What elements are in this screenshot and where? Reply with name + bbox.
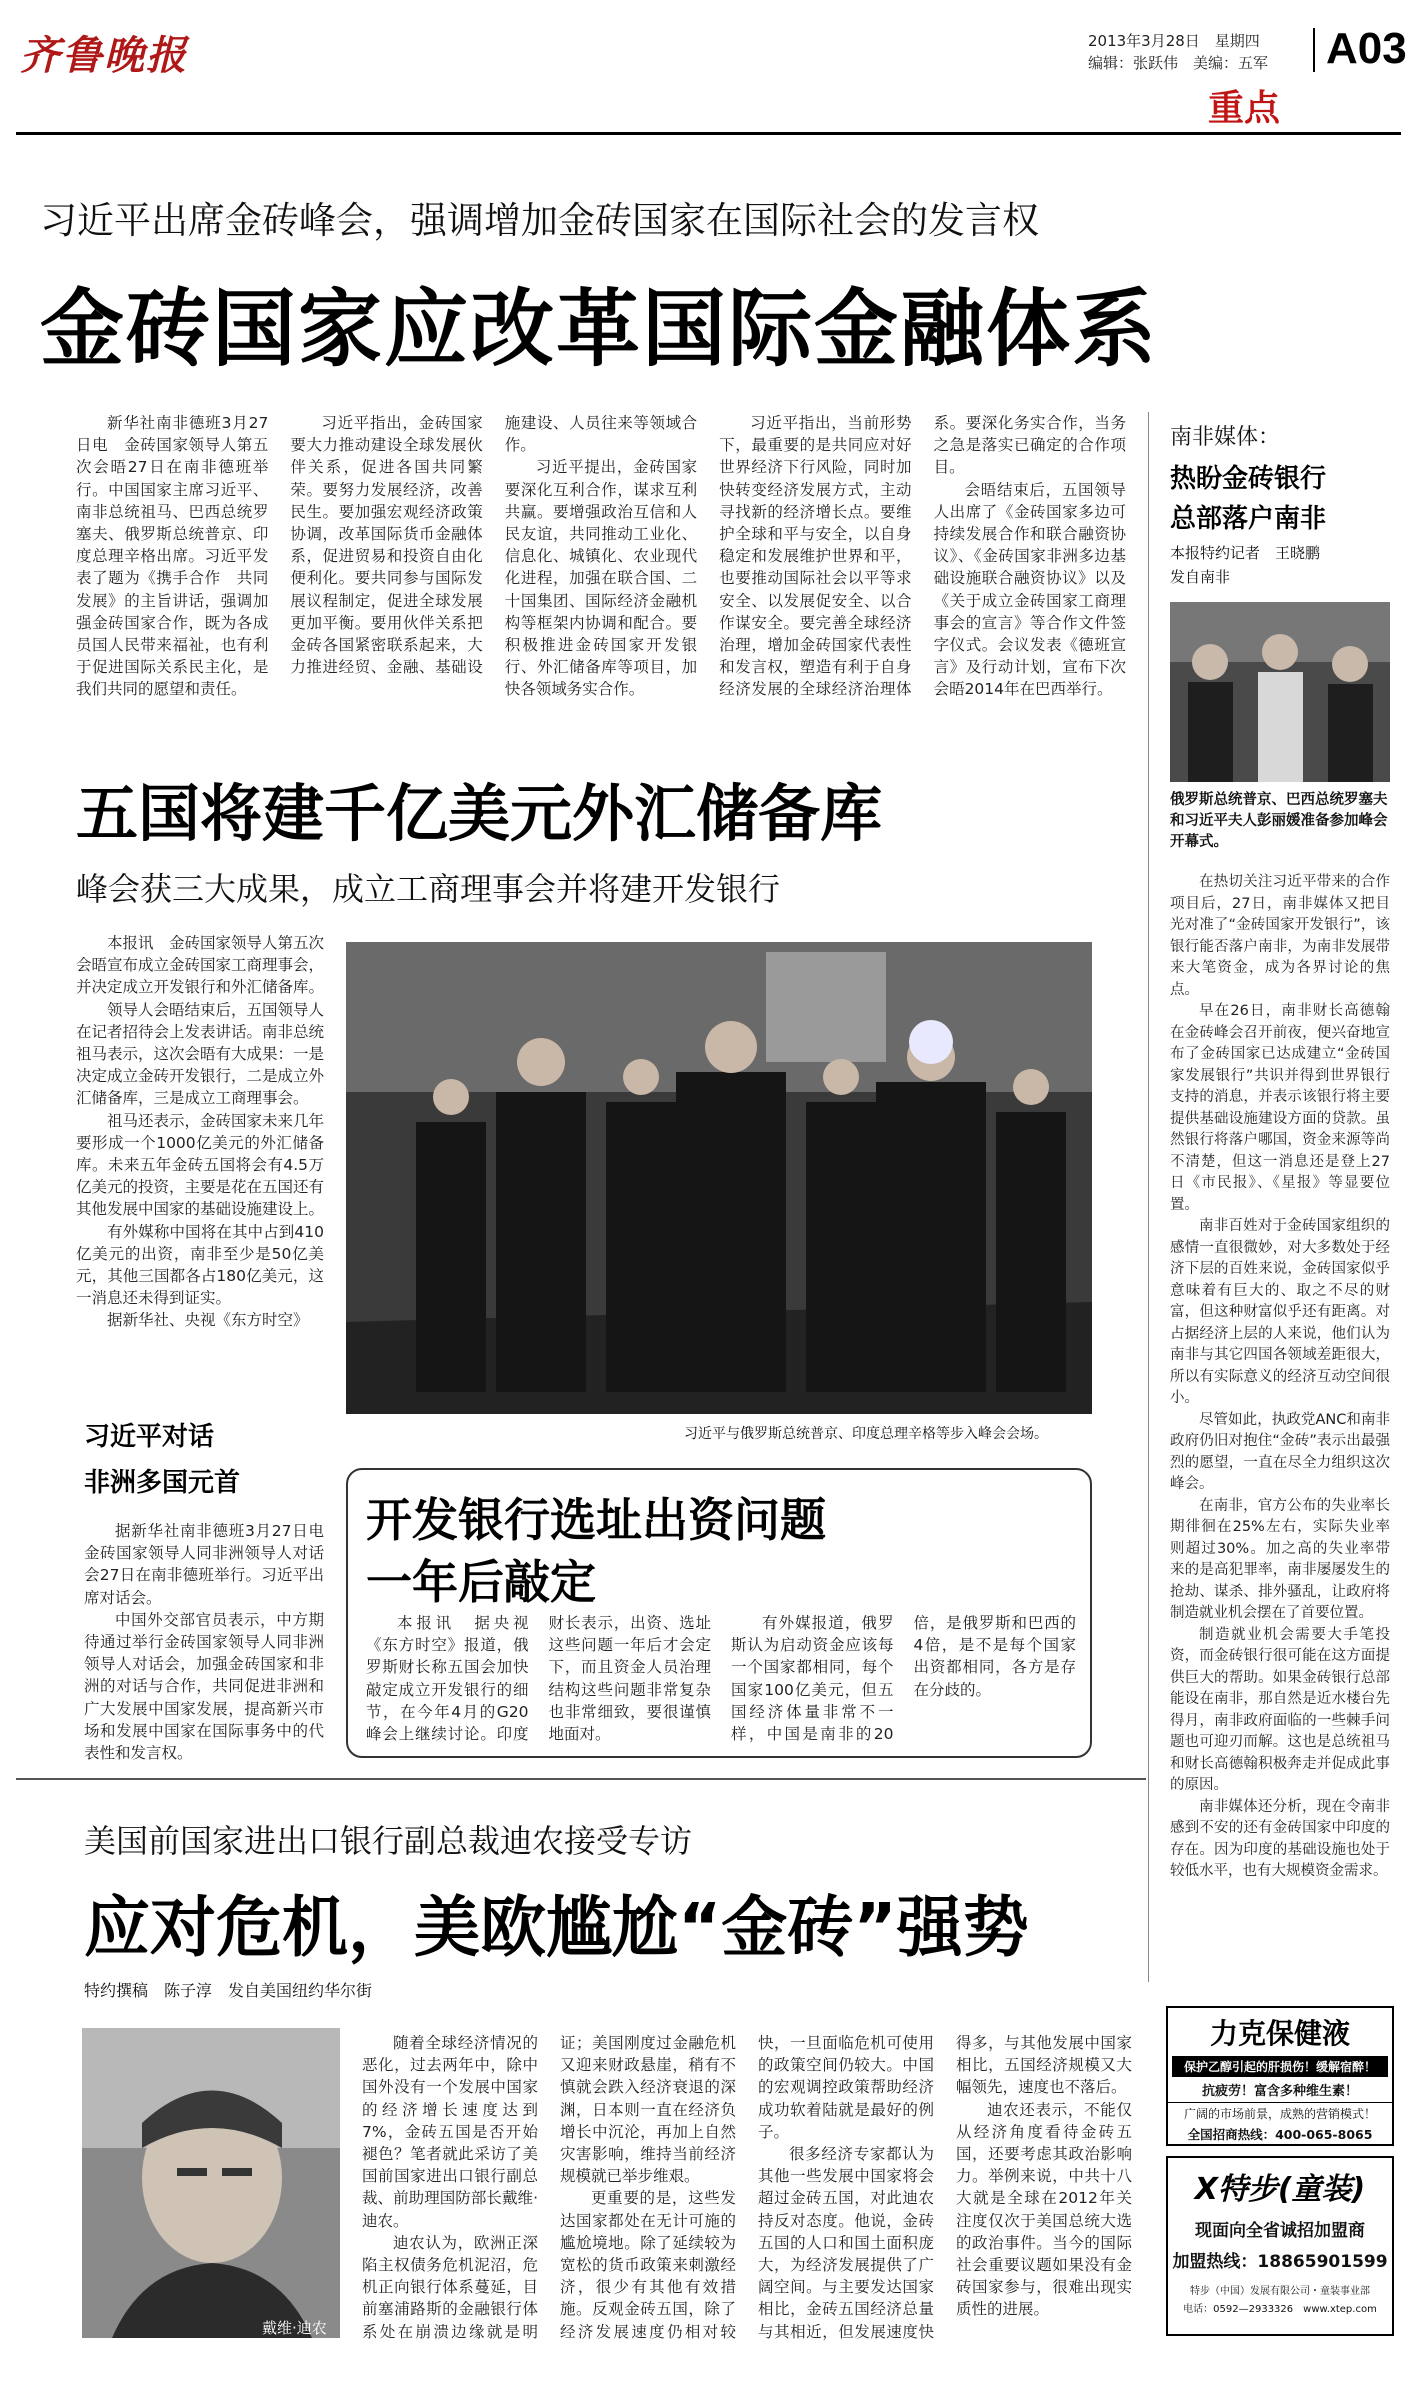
sidebar-byline-2: 发自南非 bbox=[1170, 568, 1231, 586]
sidebar-para-3: 南非百姓对于金砖国家组织的感情一直很微妙，对大多数处于经济下层的百姓来说，金砖国家似乎意味着有巨大的、取之不尽的财富，但这种财富似乎还有距离。对占据经济上层的人来说，他们认为南非与其它四国各领域差距很大，所以有实际意义的经济互动空间很小。 bbox=[1170, 1218, 1390, 1406]
story5-divider bbox=[16, 1778, 1146, 1780]
ad1-line4: 全国招商热线：400-065-8065 bbox=[1187, 2127, 1373, 2142]
story2-body bbox=[76, 932, 324, 1372]
lead-para-4: 习近平指出，当前形势下，最重要的是共同应对好世界经济下行风险，同时加快转变经济发展方式，主动寻找新的经济增长点。要维护全球和平与安全，以自身稳定和发展维护世界和平，也要推动国际社会以平等求安全、以发展促安全、以合作谋安全。要完善全球经济治理，增加金砖国家代表性和发言权，塑造有利于自身经济发展的全球经济治理体系。要深化务实合作，当务之急是落实已确定的合作项目。 bbox=[719, 414, 1126, 699]
portrait-image bbox=[82, 2028, 340, 2338]
sidebar-headline-1: 热盼金砖银行 bbox=[1170, 464, 1327, 494]
ad1-line1: 保护乙醇引起的肝损伤！缓解宿醉！ bbox=[1172, 2056, 1388, 2077]
masthead-divider bbox=[1313, 28, 1315, 72]
section-label: 重点 bbox=[1208, 88, 1281, 129]
sidebar-para-7: 南非媒体还分析，现在令南非感到不安的还有金砖国家中印度的存在。因为印度的基础设施也处于较低水平，也有大规模资金需求。 bbox=[1170, 1798, 1390, 1879]
ad-likebaojianye bbox=[1166, 2006, 1394, 2146]
ad2-line3: 特步（中国）发展有限公司・童装事业部 bbox=[1190, 2286, 1370, 2297]
story4-para-2: 有外媒报道，俄罗斯认为启动资金应该每一个国家都相同，每个国家100亿美元，但五国经济体量非常不一样，中国是南非的20倍，是俄罗斯和巴西的4倍，是不是每个国家出资都相同，各方是存在分歧的。 bbox=[731, 1614, 1076, 1744]
date-line: 2013年3月28日 星期四 bbox=[1088, 32, 1260, 50]
story2-para-4: 有外媒称中国将在其中占到410亿美元的出资，南非至少是50亿美元，其他三国都各占180亿美元，这一消息还未得到证实。 bbox=[76, 1222, 324, 1308]
sidebar-label: 南非媒体： bbox=[1170, 425, 1281, 450]
lead-body bbox=[76, 412, 1126, 712]
story5-headline: 应对危机，美欧尴尬“金砖”强势 bbox=[84, 1889, 1029, 1966]
story4-body bbox=[366, 1612, 1076, 1747]
sidebar-photo-caption: 俄罗斯总统普京、巴西总统罗塞夫和习近平夫人彭丽媛准备参加峰会开幕式。 bbox=[1170, 792, 1388, 850]
story4-headline-2: 一年后敲定 bbox=[366, 1555, 596, 1609]
story5-para-5: 迪农还表示，不能仅从经济角度看待金砖五国，还要考虑其政治影响力。举例来说，中共十八大就是全球在2012年关注度仅次于美国总统大选的政治事件。当今的国际社会重要议题如果没有金砖国家参与，很难出现实质性的进展。 bbox=[956, 2100, 1132, 2319]
page-number: A03 bbox=[1326, 24, 1407, 73]
story3-headline-2: 非洲多国元首 bbox=[84, 1468, 241, 1498]
leaders-meeting-image bbox=[1170, 602, 1390, 782]
story5-para-1: 随着全球经济情况的恶化，过去两年中，除中国外没有一个发展中国家的经济增长速度达到7%，金砖五国是否开始褪色？笔者就此采访了美国前国家进出口银行副总裁、前助理国防部长戴维·迪农。 bbox=[362, 2034, 538, 2230]
ad2-brand: X特步(童装) bbox=[1194, 2172, 1366, 2207]
ad-xtep bbox=[1166, 2156, 1394, 2336]
lead-headline: 金砖国家应改革国际金融体系 bbox=[40, 280, 1159, 378]
story5-byline: 特约撰稿 陈子淳 发自美国纽约华尔街 bbox=[84, 1981, 373, 2000]
dinong-caption: 戴维·迪农 bbox=[262, 2319, 327, 2337]
story5-para-2: 迪农认为，欧洲正深陷主权债务危机泥沼，危机正向银行体系蔓延，目前塞浦路斯的金融银行体系处在崩溃边缘就是明证；美国刚度过金融危机又迎来财政悬崖，稍有不慎就会跌入经济衰退的深渊，日本则一直在经济负增长中沉沦，再加上自然灾害影响，维持当前经济规模就已举步维艰。 bbox=[362, 2034, 736, 2341]
sidebar-para-5: 在南非，官方公布的失业率长期徘徊在25%左右，实际失业率则超过30%。加之高的失业率带来的是高犯罪率，南非屡屡发生的抢劫、谋杀、排外骚乱，让政府将制造就业机会摆在了首要位置。 bbox=[1170, 1497, 1390, 1621]
story5-kicker: 美国前国家进出口银行副总裁迪农接受专访 bbox=[84, 1822, 693, 1860]
sidebar-para-2: 早在26日，南非财长高德翰在金砖峰会召开前夜，便兴奋地宣布了金砖国家已达成建立“金砖国家发展银行”共识并得到世界银行支持的消息，并表示该银行将主要提供基础设施建设方面的贷款。虽然银行将落户哪国，资金来源等尚不清楚，但这一消息还是登上27日《市民报》、《星报》等显要位置。 bbox=[1170, 1003, 1390, 1213]
sidebar-headline-2: 总部落户南非 bbox=[1170, 504, 1327, 534]
dinong-photo bbox=[82, 2028, 340, 2338]
ad1-line2: 抗疲劳！富含多种维生素！ bbox=[1201, 2084, 1358, 2099]
sidebar-divider bbox=[1148, 412, 1149, 1982]
summit-photo bbox=[346, 942, 1092, 1414]
sidebar-para-6: 制造就业机会需要大手笔投资，而金砖银行很可能在这方面提供巨大的帮助。如果金砖银行总部能设在南非，那自然是近水楼台先得月，南非政府面临的一些棘手问题也可迎刃而解。这也是总统祖马和财长高德翰积极奔走并促成此事的原因。 bbox=[1170, 1626, 1390, 1793]
story5-para-3: 更重要的是，这些发达国家都处在无计可施的尴尬境地。除了延续较为宽松的货币政策来刺激经济，很少有其他有效措施。反观金砖五国，除了经济发展速度仍相对较快，一旦面临危机可使用的政策空间仍较大。中国的宏观调控政策帮助经济成功软着陆就是最好的例子。 bbox=[560, 2034, 934, 2341]
ad2-line4: 电话：0592—2933326 www.xtep.com bbox=[1183, 2304, 1377, 2315]
story2-para-2: 领导人会晤结束后，五国领导人在记者招待会上发表讲话。南非总统祖马表示，这次会晤有大成果：一是决定成立金砖开发银行，二是成立外汇储备库，三是成立工商理事会。 bbox=[76, 1000, 325, 1108]
story4-headline-1: 开发银行选址出资问题 bbox=[366, 1493, 826, 1547]
sidebar-body bbox=[1170, 872, 1390, 1992]
lead-kicker: 习近平出席金砖峰会，强调增加金砖国家在国际社会的发言权 bbox=[40, 199, 1039, 242]
ad1-title: 力克保健液 bbox=[1209, 2017, 1350, 2050]
paper-logo: 齐鲁晚报 bbox=[20, 32, 188, 79]
story3-para-2: 中国外交部官员表示，中方期待通过举行金砖国家领导人同非洲领导人对话会，加强金砖国家和非洲的对话与合作，共同促进非洲和广大发展中国家发展，提高新兴市场和发展中国家在国际事务中的代表性和发言权。 bbox=[84, 1610, 324, 1763]
editor-line: 编辑：张跃伟 美编：五军 bbox=[1088, 54, 1269, 72]
story2-source: 据新华社、央视《东方时空》 bbox=[107, 1311, 309, 1330]
sidebar-byline-1: 本报特约记者 王晓鹏 bbox=[1170, 544, 1321, 562]
story4-para-1: 本报讯 据央视《东方时空》报道，俄罗斯财长称五国会加快敲定成立开发银行的细节，在今年4月的G20峰会上继续讨论。印度财长表示，出资、选址这些问题一年后才会定下，而且资金人员治理结构这些问题非常复杂也非常细致，要很谨慎地面对。 bbox=[366, 1614, 711, 1744]
lead-para-1: 新华社南非德班3月27日电 金砖国家领导人第五次会晤27日在南非德班举行。中国国家主席习近平、南非总统祖马、巴西总统罗塞夫、俄罗斯总统普京、印度总理辛格出席。习近平发表了题为《携手合作 共同发展》的主旨讲话，强调加强金砖国家合作，既为各成员国人民带来福祉，也有利于促进国际关系民主化，是我们共同的愿望和责任。 bbox=[76, 414, 269, 699]
sidebar-para-4: 尽管如此，执政党ANC和南非政府仍旧对抱住“金砖”表示出最强烈的愿望，一直在尽全力组织这次峰会。 bbox=[1170, 1411, 1390, 1492]
story2-para-3: 祖马还表示，金砖国家未来几年要形成一个1000亿美元的外汇储备库。未来五年金砖五国将会有4.5万亿美元的投资，主要是花在五国还有其他发展中国家的基础设施建设上。 bbox=[76, 1111, 325, 1219]
leaders-walking-image bbox=[346, 942, 1092, 1414]
sidebar-para-1: 在热切关注习近平带来的合作项目后，27日，南非媒体又把目光对准了“金砖国家开发银行”，该银行能否落户南非，为南非发展带来大笔资金，成为各界讨论的焦点。 bbox=[1170, 874, 1390, 998]
story3-body bbox=[84, 1520, 340, 1770]
story3-headline-1: 习近平对话 bbox=[84, 1422, 215, 1452]
ad2-line2: 加盟热线：18865901599 bbox=[1172, 2252, 1388, 2272]
story2-headline: 五国将建千亿美元外汇储备库 bbox=[76, 777, 883, 850]
summit-photo-caption: 习近平与俄罗斯总统普京、印度总理辛格等步入峰会会场。 bbox=[684, 1426, 1048, 1442]
story2-para-1: 本报讯 金砖国家领导人第五次会晤宣布成立金砖国家工商理事会，并决定成立开发银行和外汇储备库。 bbox=[76, 934, 325, 997]
story3-para-1: 据新华社南非德班3月27日电 金砖国家领导人同非洲领导人对话会27日在南非德班举行。习近平出席对话会。 bbox=[84, 1522, 340, 1607]
story5-body bbox=[362, 2032, 1132, 2362]
story5-para-4: 很多经济专家都认为其他一些发展中国家将会超过金砖五国，对此迪农持反对态度。他说，金砖五国的人口和国土面积庞大，为经济发展提供了广阔空间。与主要发达国家相比，金砖五国经济总量与其相近，但发展速度快得多，与其他发展中国家相比，五国经济规模又大幅领先，速度也不落后。 bbox=[758, 2034, 1132, 2341]
lead-para-5: 会晤结束后，五国领导人出席了《金砖国家多边可持续发展合作和联合融资协议》、《金砖国家非洲多边基础设施联合融资协议》以及《关于成立金砖国家工商理事会的宣言》等合作文件签字仪式。会议发表《德班宣言》及行动计划，宣布下次会晤2014年在巴西举行。 bbox=[933, 480, 1126, 699]
masthead-rule bbox=[16, 132, 1401, 135]
lead-para-3: 习近平提出，金砖国家要深化互利合作，谋求互利共赢。要增强政治互信和人民友谊，共同推动工业化、信息化、城镇化、农业现代化进程，加强在联合国、二十国集团、国际经济金融机构等框架内协调和配合。要积极推进金砖国家开发银行、外汇储备库等项目，加快各领域务实合作。 bbox=[504, 458, 698, 699]
ad1-line3: 广阔的市场前景，成熟的营销模式！ bbox=[1168, 2102, 1392, 2122]
sidebar-photo bbox=[1170, 602, 1390, 782]
story2-subhead: 峰会获三大成果，成立工商理事会并将建开发银行 bbox=[76, 870, 781, 908]
ad2-line1: 现面向全省诚招加盟商 bbox=[1195, 2221, 1365, 2241]
lead-para-2: 习近平指出，金砖国家要大力推动建设全球发展伙伴关系，促进各国共同繁荣。要努力发展经济，改善民生。要加强宏观经济政策协调，改革国际货币金融体系，促进贸易和投资自由化便利化。要共同参与国际发展议程制定，促进全球发展更加平衡。要用伙伴关系把金砖各国紧密联系起来，大力推进经贸、金融、基础设施建设、人员往来等领域合作。 bbox=[290, 414, 698, 677]
